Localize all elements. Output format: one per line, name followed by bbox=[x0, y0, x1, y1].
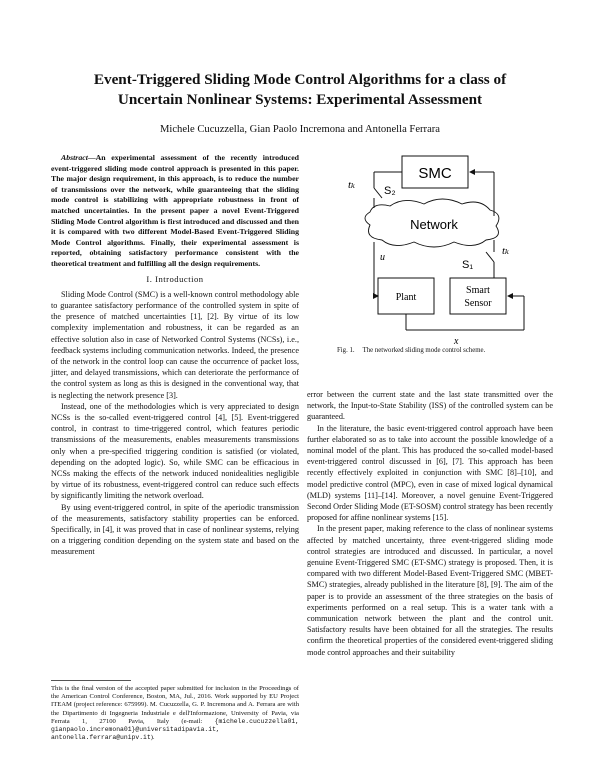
abstract bbox=[51, 153, 299, 270]
paragraph: By using event-triggered control, in spite of the aperiodic transmission of the measurements, satisfactory stability properties can be enforced. Specifically, in [4], it was proved that in case of nonlinear systems, relying on a triggering condition depending on the system state and based on the measurement bbox=[51, 502, 299, 557]
footnote-rule bbox=[51, 680, 131, 681]
footnote-end: ). bbox=[150, 734, 155, 742]
plant-label: Plant bbox=[395, 292, 417, 303]
figure-caption bbox=[337, 347, 537, 354]
sensor-label-line-2: Sensor bbox=[464, 298, 492, 309]
s2-label: S₂ bbox=[384, 185, 396, 197]
footnote-emails: {michele.cucuzzella01, gianpaolo.incremona01}@universitadipavia.it, antonella.ferrara@unipv.it bbox=[51, 717, 299, 742]
tk-label: tₖ bbox=[348, 179, 356, 191]
paragraph: error between the current state and the last state transmitted over the network, the Input-to-State Stability (ISS) of the controlled system can be guaranteed. bbox=[307, 390, 553, 422]
switch-s2-blade bbox=[374, 188, 382, 198]
section-heading: I. Introduction bbox=[146, 273, 204, 284]
right-column bbox=[307, 389, 553, 658]
paragraph: In the literature, the basic event-triggered control approach have been further elaborated so as to take into account the possible knowledge of a nominal model of the plant. This has produced the so-called model-based event-triggered control discussed in [6], [7]. This approach has been recently effectively exploited in conjunction with SMC [8]–[10], and model predictive control (MPC), even in case of mixed logical dynamical (MLD) systems [11]–[14]. Moreover, a novel genuine Event-Triggered Second Order Sliding Mode (ET-SOSM) control strategy has been recently proposed for affine nonlinear systems [15]. bbox=[307, 423, 553, 523]
figure-block-diagram bbox=[334, 150, 534, 350]
authors: Michele Cucuzzella, Gian Paolo Incremona and Antonella Ferrara bbox=[159, 124, 441, 135]
paper-title bbox=[40, 70, 560, 110]
u-label: u bbox=[380, 252, 385, 263]
footnote-text: This is the final version of the accepted paper submitted for inclusion in the Proceedings of the American Control Conference, Boston, MA, Jul., 2016. Work supported by EU Project ITEAM (project reference: 675999). M. Cucuzzella, G. P. Incremona and A. Ferrara are with the Dipartimento di Ingegneria Industriale e dell'Informazione, University of Pavia, via Ferrata 1, 27100 Pavia, Italy (e-mail: bbox=[51, 685, 299, 725]
tk-label: tₖ bbox=[502, 245, 510, 257]
smc-label: SMC bbox=[418, 165, 452, 182]
x-label: x bbox=[454, 336, 459, 347]
sensor-label-line-1: Smart bbox=[466, 285, 490, 296]
caption-label: Fig. 1. bbox=[337, 347, 355, 354]
paragraph: Sliding Mode Control (SMC) is a well-known control methodology able to guarantee satisfactory performance of the controlled system in spite of the presence of matched uncertainties [1], [2]. By virtue of its low complexity implementation and robustness, it can be regarded as an effective solution also in case of Networked Control Systems (NCSs), i.e., feedback systems including communication networks. Indeed, the presence of the network in the control loop can cause the occurrence of packet loss, jitter, and delayed transmissions, which can deteriorate the performance of the control system as long as this is designed in the conventional way, that is neglecting the network presence [3]. bbox=[51, 289, 299, 400]
title-line-2: Uncertain Nonlinear Systems: Experimental Assessment bbox=[117, 91, 483, 108]
network-label: Network bbox=[410, 217, 458, 232]
paragraph: In the present paper, making reference to the class of nonlinear systems affected by matched uncertainty, three event-triggered sliding mode control strategies are introduced and discussed. In particular, a novel genuine Event-Triggered SMC (ET-SMC) strategy is proposed. Then, it is compared with two different Model-Based Event-Triggered SMC (MBET-SMC) strategies, already published in the literature [8], [9]. The aim of the paper is to provide an assessment of the three strategies on the basis of experiments performed on a real setup. This is a water tank with a communication network between the plant and the control unit. Satisfactory results have been obtained for all the strategies. The results confirm the theoretical properties of the considered event-triggered sliding mode control approaches and their suitability bbox=[307, 524, 553, 657]
footnote bbox=[51, 680, 299, 742]
s1-label: S₁ bbox=[462, 259, 474, 271]
left-column bbox=[51, 153, 299, 558]
abstract-label: Abstract bbox=[61, 153, 88, 162]
abstract-text: —An experimental assessment of the recently introduced event-triggered sliding mode control approach is presented in this paper. The major design requirement, in this approach, is to reduce the number of transmissions over the network, while guaranteeing that the sliding mode control is stabilizing with appropriate robustness in front of matched uncertainties. In the present paper a novel Event-Triggered Sliding Mode Control algorithm is first introduced and discussed and then it is compared with two different Model-Based Event-Triggered Sliding Mode Control algorithms. Finally, their experimental assessment is reported, obtaining satisfactory performance consistent with the theoretical treatment and fulfilling all the design requirements. bbox=[51, 153, 299, 268]
paragraph: Instead, one of the methodologies which is very appreciated to design NCSs is the so-called event-triggered control [4], [5]. Event-triggered control, in contrast to time-triggered control, which features periodic transmissions of the measurements, enables measurements transmissions only when a pre-specified triggering condition is satisfied (or violated, depending on the adopted logic). So, while SMC can be efficacious in NCSs making the effects of the network induced nonidealities negligible by virtue of its robustness, event-triggered control can reduce such effects by significantly limiting the network overload. bbox=[51, 401, 299, 501]
switch-s1-blade bbox=[486, 252, 494, 262]
caption-text: The networked sliding mode control scheme. bbox=[362, 347, 486, 354]
title-line-1: Event-Triggered Sliding Mode Control Algorithms for a class of bbox=[93, 71, 507, 88]
